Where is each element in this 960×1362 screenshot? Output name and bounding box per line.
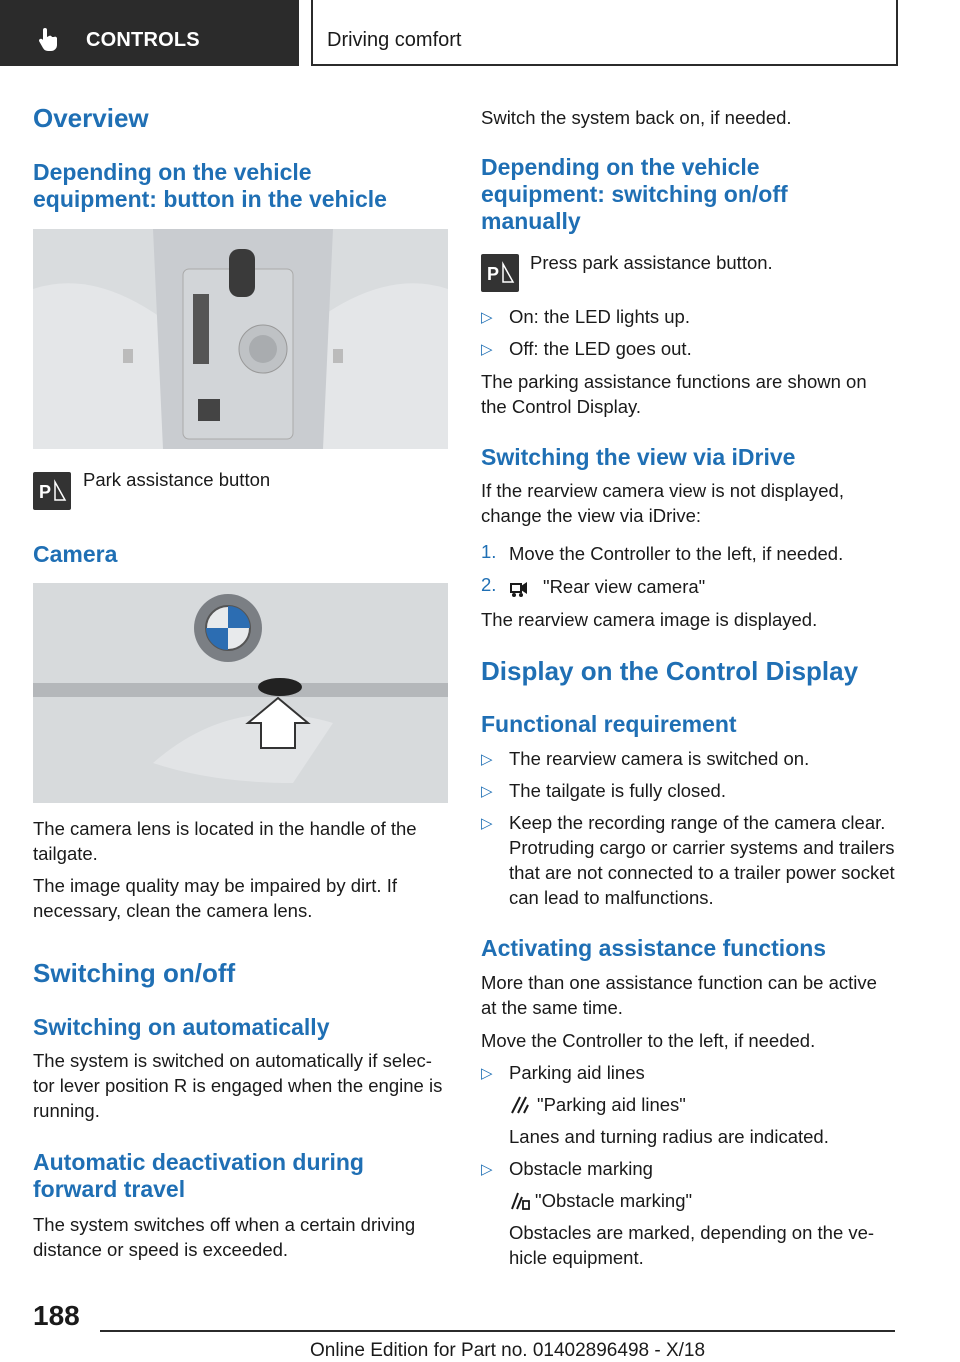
parking-shown-text: The parking assistance functions are shown on the Control Display. (481, 371, 867, 417)
func-item-1: The rearview camera is switched on. (509, 748, 810, 769)
view-heading: Switching the view via iDrive (481, 444, 796, 470)
triangle-bullet-icon: ▷ (481, 1065, 493, 1082)
park-assist-button-icon (33, 472, 71, 510)
assist-paragraph-1: More than one assistance function can be active at the same time. (481, 972, 877, 1018)
manual-heading: Depending on the vehicle equipment: switching on/off manually (481, 154, 788, 234)
camera-image (33, 583, 448, 803)
triangle-bullet-icon: ▷ (481, 341, 493, 358)
functional-heading: Functional requirement (481, 711, 737, 737)
obstacle-marking-icon (509, 1189, 531, 1216)
obstacle-menu: "Obstacle marking" (535, 1190, 693, 1211)
step-2: "Rear view camera" (543, 576, 706, 597)
chapter-label: Driving comfort (327, 29, 462, 51)
func-item-3: Keep the recording range of the camera clear. Protruding cargo or carrier systems and trailers that are not connected to a trailer power socket can lead to malfunctions. (509, 812, 895, 908)
edition-text: Online Edition for Part no. 01402896498 - X/18 (310, 1340, 706, 1361)
led-on-item: On: the LED lights up. (509, 306, 690, 327)
step-1: Move the Controller to the left, if needed. (509, 543, 844, 564)
obstacle-item: Obstacle marking (509, 1158, 653, 1179)
switch-back-text: Switch the system back on, if needed. (481, 107, 792, 128)
deactivation-heading: Automatic deactivation during forward travel (33, 1149, 364, 1202)
svg-text:P: P (487, 264, 500, 284)
aid-lines-item: Parking aid lines (509, 1062, 645, 1083)
rear-camera-icon (509, 576, 535, 603)
aid-lines-desc: Lanes and turning radius are indicated. (509, 1126, 829, 1147)
view-paragraph: If the rearview camera view is not displayed, change the view via iDrive: (481, 480, 844, 526)
left-column (33, 0, 448, 1260)
button-heading: Depending on the vehicle equipment: button in the vehicle (33, 159, 387, 212)
right-column (481, 0, 901, 1268)
aid-lines-menu: "Parking aid lines" (537, 1094, 686, 1115)
obstacle-desc: Obstacles are marked, depending on the ve‐hicle equipment. (509, 1222, 875, 1268)
press-button-text: Press park assistance button. (530, 252, 773, 273)
console-image (33, 229, 448, 449)
auto-heading: Switching on automatically (33, 1014, 330, 1040)
triangle-bullet-icon: ▷ (481, 815, 493, 832)
step-number: 2. (481, 574, 497, 595)
park-assist-caption: Park assistance button (83, 469, 271, 490)
switching-heading: Switching on/off (33, 958, 236, 988)
auto-paragraph: The system is switched on automatically if selec‐tor lever position R is engaged when the engine is running. (33, 1050, 443, 1121)
camera-paragraph-2: The image quality may be impaired by dirt. If necessary, clean the camera lens. (33, 875, 397, 921)
assist-paragraph-2: Move the Controller to the left, if needed. (481, 1030, 816, 1051)
page-number: 188 (33, 1300, 80, 1331)
led-off-item: Off: the LED goes out. (509, 338, 692, 359)
assist-heading: Activating assistance functions (481, 935, 827, 961)
section-label: CONTROLS (86, 29, 200, 51)
display-heading: Display on the Control Display (481, 656, 859, 686)
park-assist-button-icon (481, 254, 519, 292)
step-number: 1. (481, 541, 497, 562)
svg-text:P: P (39, 482, 52, 502)
overview-heading: Overview (33, 103, 149, 133)
parking-aid-lines-icon (509, 1093, 531, 1120)
triangle-bullet-icon: ▷ (481, 783, 493, 800)
camera-heading: Camera (33, 541, 118, 567)
footer-divider (100, 1330, 895, 1332)
triangle-bullet-icon: ▷ (481, 1161, 493, 1178)
deactivation-paragraph: The system switches off when a certain driving distance or speed is exceeded. (33, 1214, 416, 1260)
camera-paragraph-1: The camera lens is located in the handle of the tailgate. (33, 818, 417, 864)
image-displayed-text: The rearview camera image is displayed. (481, 609, 818, 630)
triangle-bullet-icon: ▷ (481, 751, 493, 768)
func-item-2: The tailgate is fully closed. (509, 780, 726, 801)
triangle-bullet-icon: ▷ (481, 309, 493, 326)
